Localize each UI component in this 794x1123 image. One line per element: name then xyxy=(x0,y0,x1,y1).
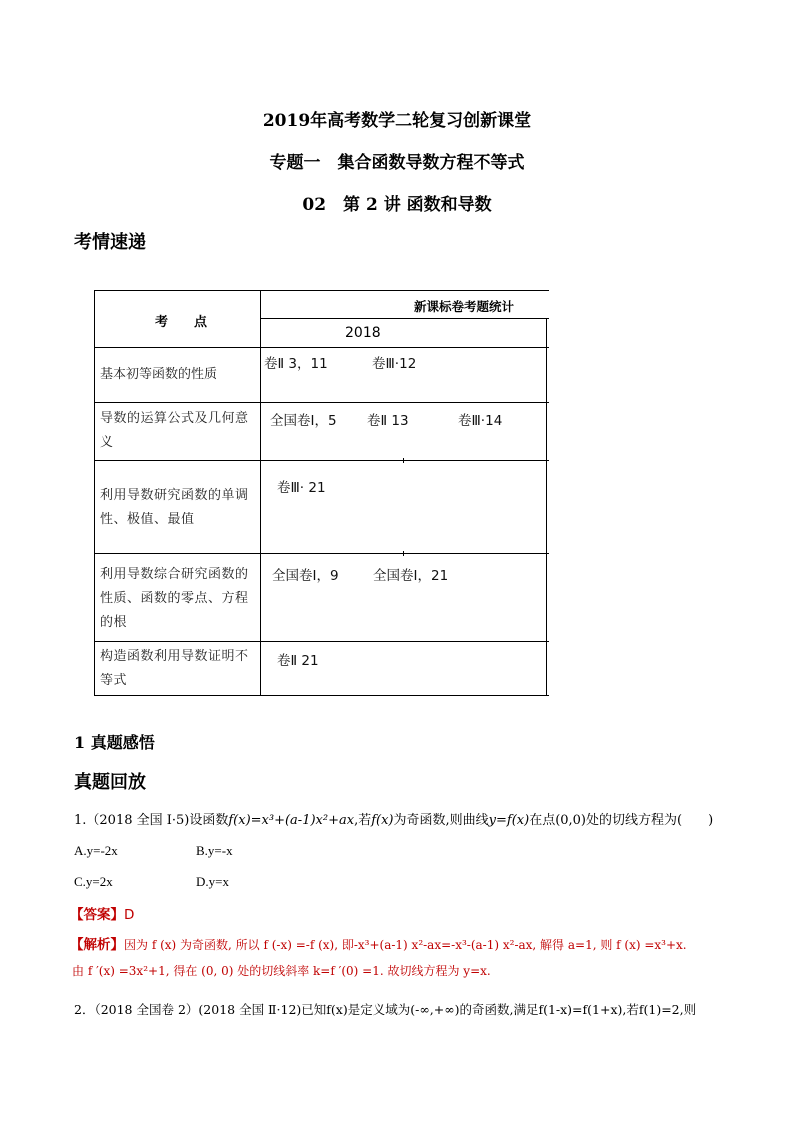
table-cell: 全国卷Ⅰ，5 xyxy=(270,413,337,429)
table-header-topic: 考 点 xyxy=(155,315,208,330)
table-row-topic: 构造函数利用导数证明不等式 xyxy=(100,649,249,688)
analysis-line-1 xyxy=(70,933,687,953)
table-cell: 卷Ⅱ 21 xyxy=(277,653,319,669)
answer-label: 【答案】 xyxy=(70,907,124,923)
option-a: A.y=-2x xyxy=(74,843,118,858)
table-row-topic: 基本初等函数的性质 xyxy=(100,367,218,382)
analysis-line-2: 由 f ′(x) =3x²+1, 得在 (0, 0) 处的切线斜率 k=f ′(0) =1. 故切线方程为 y=x. xyxy=(72,964,491,978)
analysis-text: 因为 f (x) 为奇函数, 所以 f (-x) =-f (x), 即-x³+(a-1) x²-ax=-x³-(a-1) x²-ax, 解得 a=1, 则 f (x) =x³+x. xyxy=(124,938,687,952)
question-1-stem-part: ,若 xyxy=(354,813,372,828)
section-heading-review: 真题回放 xyxy=(74,772,146,793)
question-1-formula: y=f(x) xyxy=(488,813,530,828)
question-1-formula: f(x)=x³+(a-1)x²+ax xyxy=(228,813,355,828)
doc-title: 2019年高考数学二轮复习创新课堂 xyxy=(262,111,532,131)
table-cell: 全国卷Ⅰ，9 xyxy=(272,568,339,584)
table-cell: 卷Ⅱ 13 xyxy=(367,413,409,429)
question-1-stem-part: 1.（2018 全国 Ⅰ·5)设函数 xyxy=(74,813,229,828)
table-cell: 卷Ⅲ·14 xyxy=(458,413,503,429)
option-b: B.y=-x xyxy=(196,843,233,858)
section-heading-exam-info: 考情速递 xyxy=(74,232,146,253)
table-header-year: 2018 xyxy=(345,325,381,341)
table-cell: 卷Ⅲ·12 xyxy=(372,356,417,372)
analysis-label: 【解析】 xyxy=(70,937,124,953)
table-row-topic: 利用导数综合研究函数的性质、函数的零点、方程的根 xyxy=(100,567,249,630)
table-cell: 卷Ⅲ· 21 xyxy=(277,480,326,496)
table-row-topic: 导数的运算公式及几何意义 xyxy=(100,411,249,450)
question-1-formula: f(x) xyxy=(371,813,394,828)
lecture-title: 02 第 2 讲 函数和导数 xyxy=(302,195,492,215)
question-2-stem: 2．（2018 全国卷 2）(2018 全国 Ⅱ·12)已知f(x)是定义域为(-∞,+∞)的奇函数,满足f(1-x)=f(1+x),若f(1)=2,则 xyxy=(74,1002,697,1017)
section-heading-real-questions: 1 真题感悟 xyxy=(74,733,155,752)
question-1-stem-part: 在点(0,0)处的切线方程为( ) xyxy=(529,813,714,828)
table-cell: 全国卷Ⅰ，21 xyxy=(373,568,449,584)
table-cell: 卷Ⅱ 3，11 xyxy=(264,356,328,372)
table-header-stats: 新课标卷考题统计 xyxy=(414,299,515,314)
option-d: D.y=x xyxy=(196,874,229,889)
option-c: C.y=2x xyxy=(74,874,113,889)
table-row-topic: 利用导数研究函数的单调性、极值、最值 xyxy=(100,488,249,527)
question-1-stem xyxy=(74,809,713,828)
answer-line xyxy=(70,903,134,923)
question-1-stem-part: 为奇函数,则曲线 xyxy=(393,813,489,828)
doc-subtitle: 专题一 集合函数导数方程不等式 xyxy=(269,153,525,173)
answer-value: D xyxy=(124,907,135,923)
